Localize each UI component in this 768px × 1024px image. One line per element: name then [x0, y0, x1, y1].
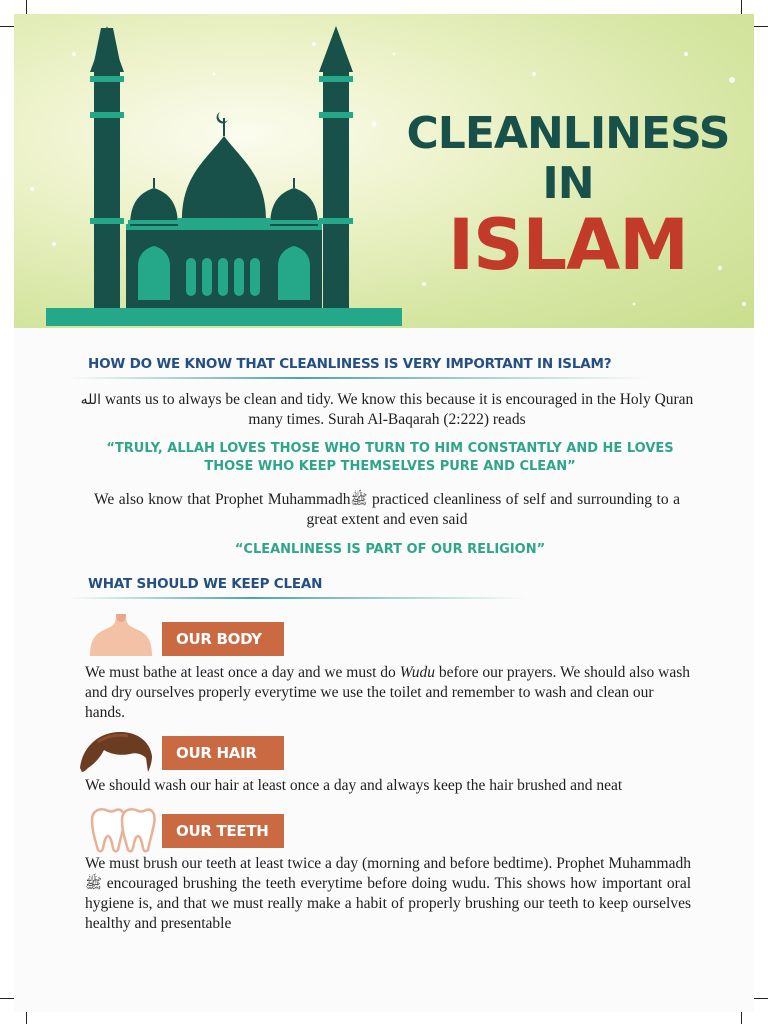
right-minaret [319, 26, 353, 308]
title-islam: ISLAM [448, 204, 688, 286]
crop-mark [26, 0, 27, 14]
hair-icon [76, 728, 156, 774]
crop-mark [0, 998, 14, 999]
crop-mark [754, 998, 768, 999]
prophet-text-after: practiced cleanliness of self and surrounding to a great extent and even said [306, 491, 680, 528]
hadith-quote: “CLEANLINESS IS PART OF OUR RELIGION” [234, 542, 546, 557]
title-in: IN [542, 158, 594, 209]
hair-paragraph: We should wash our hair at least once a day and always keep the hair brushed and neat [85, 777, 623, 794]
crop-mark [741, 0, 742, 14]
wudu-term: Wudu [399, 664, 435, 681]
intro-text: wants us to always be clean and tidy. We know this because it is encouraged in the Holy Quran many times. Surah Al-Baqarah (2:222) reads [104, 391, 694, 428]
prophet-paragraph [94, 490, 680, 530]
section-heading-keep-clean: WHAT SHOULD WE KEEP CLEAN [88, 576, 323, 592]
salawat-glyph: ﷺ [85, 876, 102, 892]
tag-our-hair: OUR HAIR [162, 736, 284, 770]
body-paragraph: We must bathe at least once a day and we must do Wudu before our prayers. We should also wash and dry ourselves properly everytime we use the toilet and remember to wash and clean our hands. [85, 664, 691, 721]
allah-glyph: الله [80, 392, 101, 408]
crop-mark [0, 26, 14, 27]
body-icon [84, 612, 158, 658]
teeth-paragraph: We must brush our teeth at least twice a day (morning and before bedtime). Prophet Muhammadh ﷺ encouraged brushing the teeth everytime before doing wudu. This shows how important oral hygiene is, and that we must really make a habit of properly brushing our teeth to keep ourselves healthy and presentable [85, 855, 691, 932]
main-dome [178, 112, 270, 224]
title-cleanliness: CLEANLINESS [406, 108, 730, 159]
section-heading-importance: HOW DO WE KNOW THAT CLEANLINESS IS VERY IMPORTANT IN ISLAM? [88, 356, 612, 372]
teeth-icon [88, 806, 158, 854]
quran-quote: “TRULY, ALLAH LOVES THOSE WHO TURN TO HIM CONSTANTLY AND HE LOVES THOSE WHO KEEP THEMSELVES PURE AND CLEAN” [106, 441, 674, 474]
heading-divider [68, 377, 648, 379]
salawat-glyph: ﷺ [350, 492, 368, 508]
prophet-text-before: We also know that Prophet Muhammadh [94, 491, 351, 508]
tag-our-body: OUR BODY [162, 622, 284, 656]
intro-paragraph [74, 390, 700, 430]
crop-mark [754, 26, 768, 27]
left-minaret [90, 26, 124, 308]
main-content [14, 328, 754, 1012]
heading-divider [68, 597, 528, 599]
header-banner [14, 14, 754, 328]
tag-our-teeth: OUR TEETH [162, 814, 284, 848]
